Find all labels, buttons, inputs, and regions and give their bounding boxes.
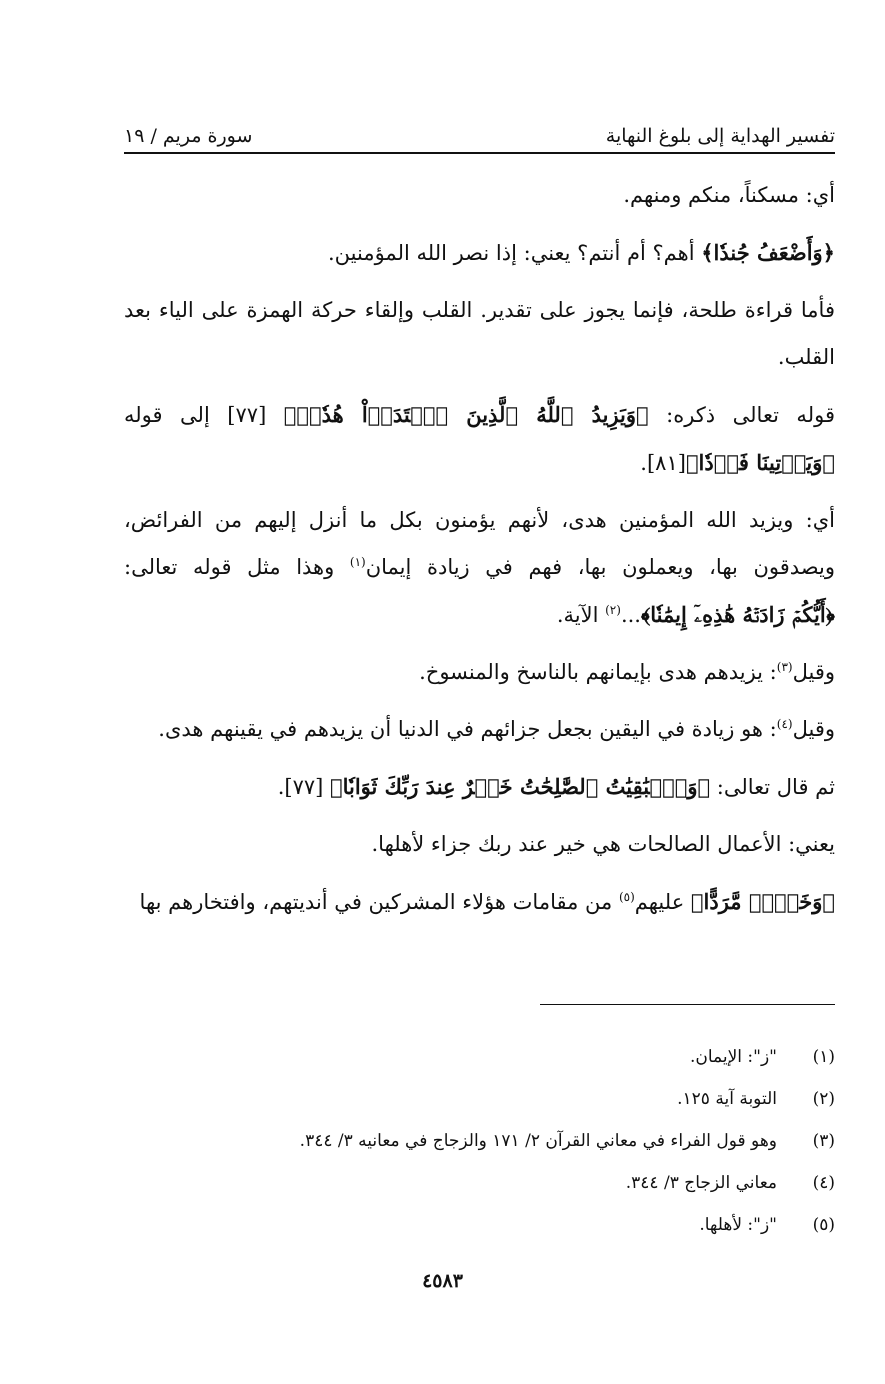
footnote-marker[interactable]: (١) [349,555,366,569]
footnote-number: (٤) [812,1173,835,1193]
running-header [124,112,835,148]
paragraph-text: من مقامات هؤلاء المشركين في أنديتهم، وافتخارهم بها [139,890,619,914]
footnote-marker[interactable]: (٢) [605,603,621,617]
paragraph-6 [124,649,835,696]
footnote-number: (٢) [812,1089,835,1109]
footnote [124,1078,835,1120]
quran-quote: ﴿أَيُّكُمۡ زَادَتۡهُ هَٰذِهِۦٓ إِيمَٰنٗا﴾ [640,602,835,627]
paragraph-text: : هو زيادة في اليقين بجعل جزائهم في الدنيا أن يزيدهم في يقينهم هدى. [158,717,777,741]
quran-quote: ﴿وَيَزِيدُ ٱللَّهُ ٱلَّذِينَ ٱهۡتَدَوۡاْ هُدٗىۗ﴾ [283,402,649,427]
footnote-marker[interactable]: (٣) [776,660,793,674]
surah-label: سورة مريم / ١٩ [124,125,253,148]
quran-quote: ﴿وَخَيۡرٞ مَّرَدًّا﴾ [690,889,835,914]
paragraph-5 [124,497,835,639]
footnote [124,1204,835,1246]
paragraph-1: أي: مسكناً، منكم ومنهم. [623,183,835,207]
verse-ref: [٨١]. [640,451,686,475]
footnote [124,1162,835,1204]
paragraph-4 [124,391,835,487]
paragraph-lead: قوله تعالى ذكره: [648,403,835,427]
footnote [124,1036,835,1078]
quran-quote: ﴿وَيَأۡتِينَا فَرۡدٗا﴾ [685,450,835,475]
ellipsis: ... [620,603,641,627]
footnote-text: وهو قول الفراء في معاني القرآن ٢/ ١٧١ والزجاج في معانيه ٣/ ٣٤٤. [299,1131,777,1151]
paragraph-2 [124,229,835,277]
footnote-text: "ز": لأهلها. [699,1215,777,1235]
footnote-number: (١) [812,1047,835,1067]
paragraph-lead: وقيل [792,717,835,741]
main-text [124,172,835,936]
paragraph-3: فأما قراءة طلحة، فإنما يجوز على تقدير. القلب وإلقاء حركة الهمزة على الياء بعد القلب. [124,298,835,369]
paragraph-lead: ثم قال تعالى: [710,775,835,799]
paragraph-text: : يزيدهم هدى بإيمانهم بالناسخ والمنسوخ. [419,660,777,684]
footnote-marker[interactable]: (٥) [618,890,635,904]
footnote-number: (٣) [812,1131,835,1151]
footnote-marker[interactable]: (٤) [776,717,793,731]
footnotes [124,1036,835,1246]
footnote-text: معاني الزجاج ٣/ ٣٤٤. [625,1173,777,1193]
page-number: ٤٥٨٣ [422,1270,463,1292]
paragraph-9: يعني: الأعمال الصالحات هي خير عند ربك جزاء لأهلها. [371,832,835,856]
paragraph-text: عليهم [634,890,691,914]
quran-quote: ﴿وَأَضْعَفُ جُندٗا﴾ [701,240,835,265]
verse-ref: [٧٧]. [277,775,330,799]
paragraph-10 [124,878,835,926]
header-rule [124,152,835,154]
book-title: تفسير الهداية إلى بلوغ النهاية [605,125,835,148]
paragraph-8 [124,763,835,811]
paragraph-lead: وقيل [792,660,835,684]
footnote-number: (٥) [812,1215,835,1235]
verse-ref: [٧٧] [209,403,284,427]
paragraph-7 [124,706,835,753]
footnote-text: التوبة آية ١٢٥. [677,1089,777,1109]
paragraph-text: وهذا مثل قوله تعالى: [124,555,350,579]
footnote [124,1120,835,1162]
footnote-text: "ز": الإيمان. [689,1047,777,1067]
paragraph-text: أي: ويزيد الله المؤمنين هدى، لأنهم يؤمنون بكل ما أنزل إليهم من الفرائض، ويصدقون بها، ويعملون بها، فهم في زيادة إيمان [124,508,835,579]
footnote-rule [540,1004,835,1005]
paragraph-text: الآية. [556,603,606,627]
paragraph-text: إلى قوله [124,403,210,427]
paragraph-text: أهم؟ أم أنتم؟ يعني: إذا نصر الله المؤمنين. [328,241,702,265]
quran-quote: ﴿وَٱلۡبَٰقِيَٰتُ ٱلصَّٰلِحَٰتُ خَيۡرٌ عِندَ رَبِّكَ ثَوَابٗا﴾ [330,774,711,799]
